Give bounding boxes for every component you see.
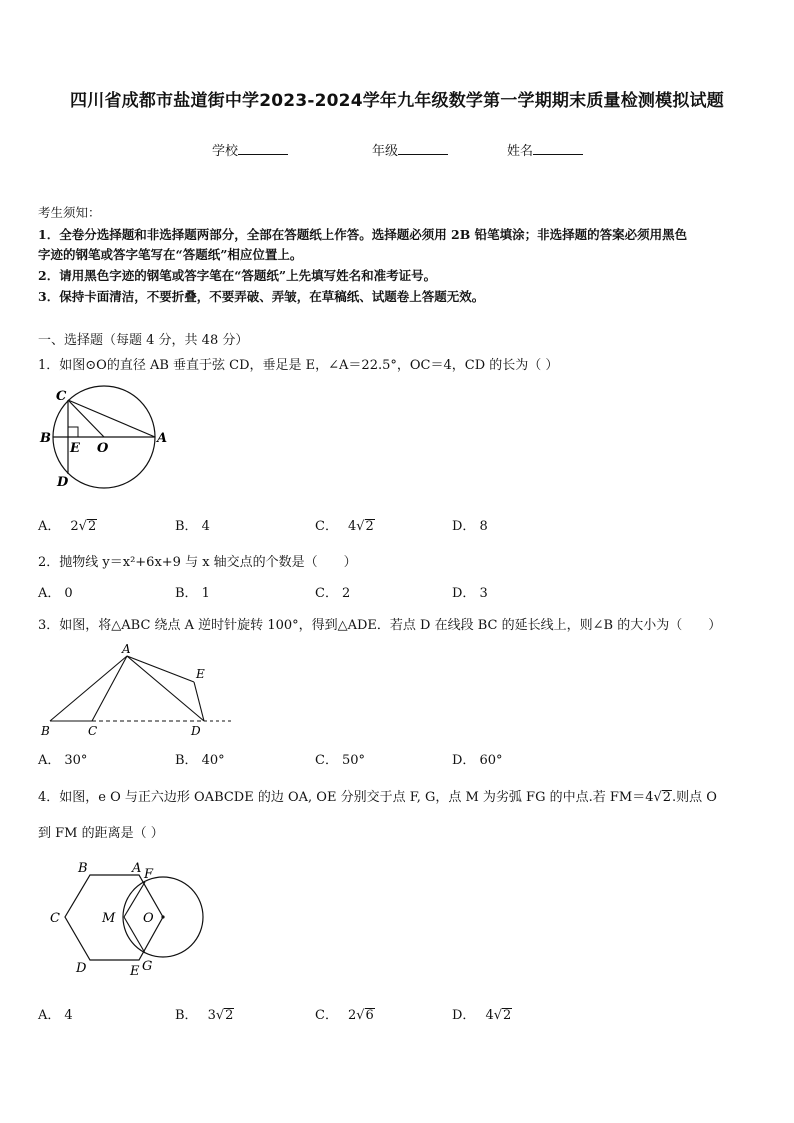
q4-label-a: A bbox=[132, 861, 142, 876]
question-1-figure bbox=[36, 382, 176, 500]
q1-option-d[interactable]: D． 8 bbox=[452, 519, 488, 534]
q3-option-b[interactable]: B． 40° bbox=[175, 753, 225, 768]
q1-option-a[interactable]: A． 2√2 bbox=[38, 519, 97, 534]
grade-label: 年级 bbox=[372, 144, 399, 159]
q2-option-c[interactable]: C． 2 bbox=[315, 586, 351, 601]
q2-option-a[interactable]: A． 0 bbox=[38, 586, 73, 601]
q3-option-c[interactable]: C． 50° bbox=[315, 753, 365, 768]
q4-label-g: G bbox=[142, 959, 153, 974]
q3-label-e: E bbox=[196, 667, 205, 681]
q4-label-d: D bbox=[76, 961, 87, 976]
q4-label-o: O bbox=[143, 911, 154, 926]
grade-field bbox=[372, 140, 448, 159]
q4-label-e: E bbox=[130, 964, 140, 979]
school-blank bbox=[238, 142, 288, 155]
page-title: 四川省成都市盐道街中学2023-2024学年九年级数学第一学期期末质量检测模拟试题 bbox=[70, 91, 724, 111]
question-4-line-1: 4．如图，e O 与正六边形 OABCDE 的边 OA, OE 分别交于点 F, G，点 M 为劣弧 FG 的中点.若 FM＝4√2.则点 O bbox=[38, 790, 717, 805]
question-3-text: 3．如图，将△ABC 绕点 A 逆时针旋转 100°，得到△ADE．若点 D 在线段 BC 的延长线上，则∠B 的大小为（ ） bbox=[38, 618, 722, 633]
q3-label-d: D bbox=[191, 724, 201, 738]
question-4-figure bbox=[40, 858, 215, 983]
q2-option-d[interactable]: D． 3 bbox=[452, 586, 488, 601]
q1-label-e: E bbox=[70, 441, 80, 456]
q4-label-m: M bbox=[102, 911, 116, 926]
q3-label-c: C bbox=[88, 724, 98, 738]
question-3-figure bbox=[36, 640, 236, 740]
q4-option-c[interactable]: C． 2√6 bbox=[315, 1008, 374, 1023]
q3-label-b: B bbox=[41, 724, 50, 738]
name-field bbox=[507, 140, 583, 159]
notice-line-3: 3．保持卡面清洁，不要折叠，不要弄破、弄皱，在草稿纸、试题卷上答题无效。 bbox=[38, 289, 485, 304]
question-4-line-2: 到 FM 的距离是（ ） bbox=[38, 826, 164, 841]
q4-option-a[interactable]: A． 4 bbox=[38, 1008, 73, 1023]
section-heading: 一、选择题（每题 4 分，共 48 分） bbox=[38, 333, 249, 348]
school-label: 学校 bbox=[212, 144, 239, 159]
q1-option-b[interactable]: B． 4 bbox=[175, 519, 210, 534]
q4-label-b: B bbox=[78, 861, 88, 876]
notice-line-2: 2．请用黑色字迹的钢笔或答字笔在“答题纸”上先填写姓名和准考证号。 bbox=[38, 268, 437, 283]
q4-option-b[interactable]: B． 3√2 bbox=[175, 1008, 234, 1023]
q1-label-c: C bbox=[56, 389, 67, 404]
q4-label-c: C bbox=[50, 911, 60, 926]
q3-label-a: A bbox=[122, 642, 131, 656]
q1-label-b: B bbox=[40, 431, 51, 446]
q3-option-a[interactable]: A． 30° bbox=[38, 753, 88, 768]
q3-option-d[interactable]: D． 60° bbox=[452, 753, 503, 768]
q1-label-d: D bbox=[57, 475, 69, 490]
name-label: 姓名 bbox=[507, 144, 534, 159]
notice-line-1a: 1．全卷分选择题和非选择题两部分，全部在答题纸上作答。选择题必须用 2B 铅笔填涂；非选择题的答案必须用黑色 bbox=[38, 227, 688, 242]
q4-label-f: F bbox=[144, 867, 154, 882]
q1-label-o: O bbox=[97, 441, 109, 456]
q4-option-d[interactable]: D． 4√2 bbox=[452, 1008, 512, 1023]
question-1-text: 1．如图⊙O的直径 AB 垂直于弦 CD，垂足是 E，∠A＝22.5°，OC＝4，CD 的长为（ ） bbox=[38, 358, 559, 373]
notice-line-1b: 字迹的钢笔或答字笔写在“答题纸”相应位置上。 bbox=[38, 247, 303, 262]
grade-blank bbox=[398, 142, 448, 155]
q1-label-a: A bbox=[157, 431, 168, 446]
question-2-text: 2．抛物线 y＝x²+6x+9 与 x 轴交点的个数是（ ） bbox=[38, 555, 357, 570]
name-blank bbox=[533, 142, 583, 155]
school-field bbox=[212, 140, 288, 159]
q2-option-b[interactable]: B． 1 bbox=[175, 586, 210, 601]
notice-heading: 考生须知： bbox=[38, 205, 101, 220]
q1-option-c[interactable]: C． 4√2 bbox=[315, 519, 374, 534]
